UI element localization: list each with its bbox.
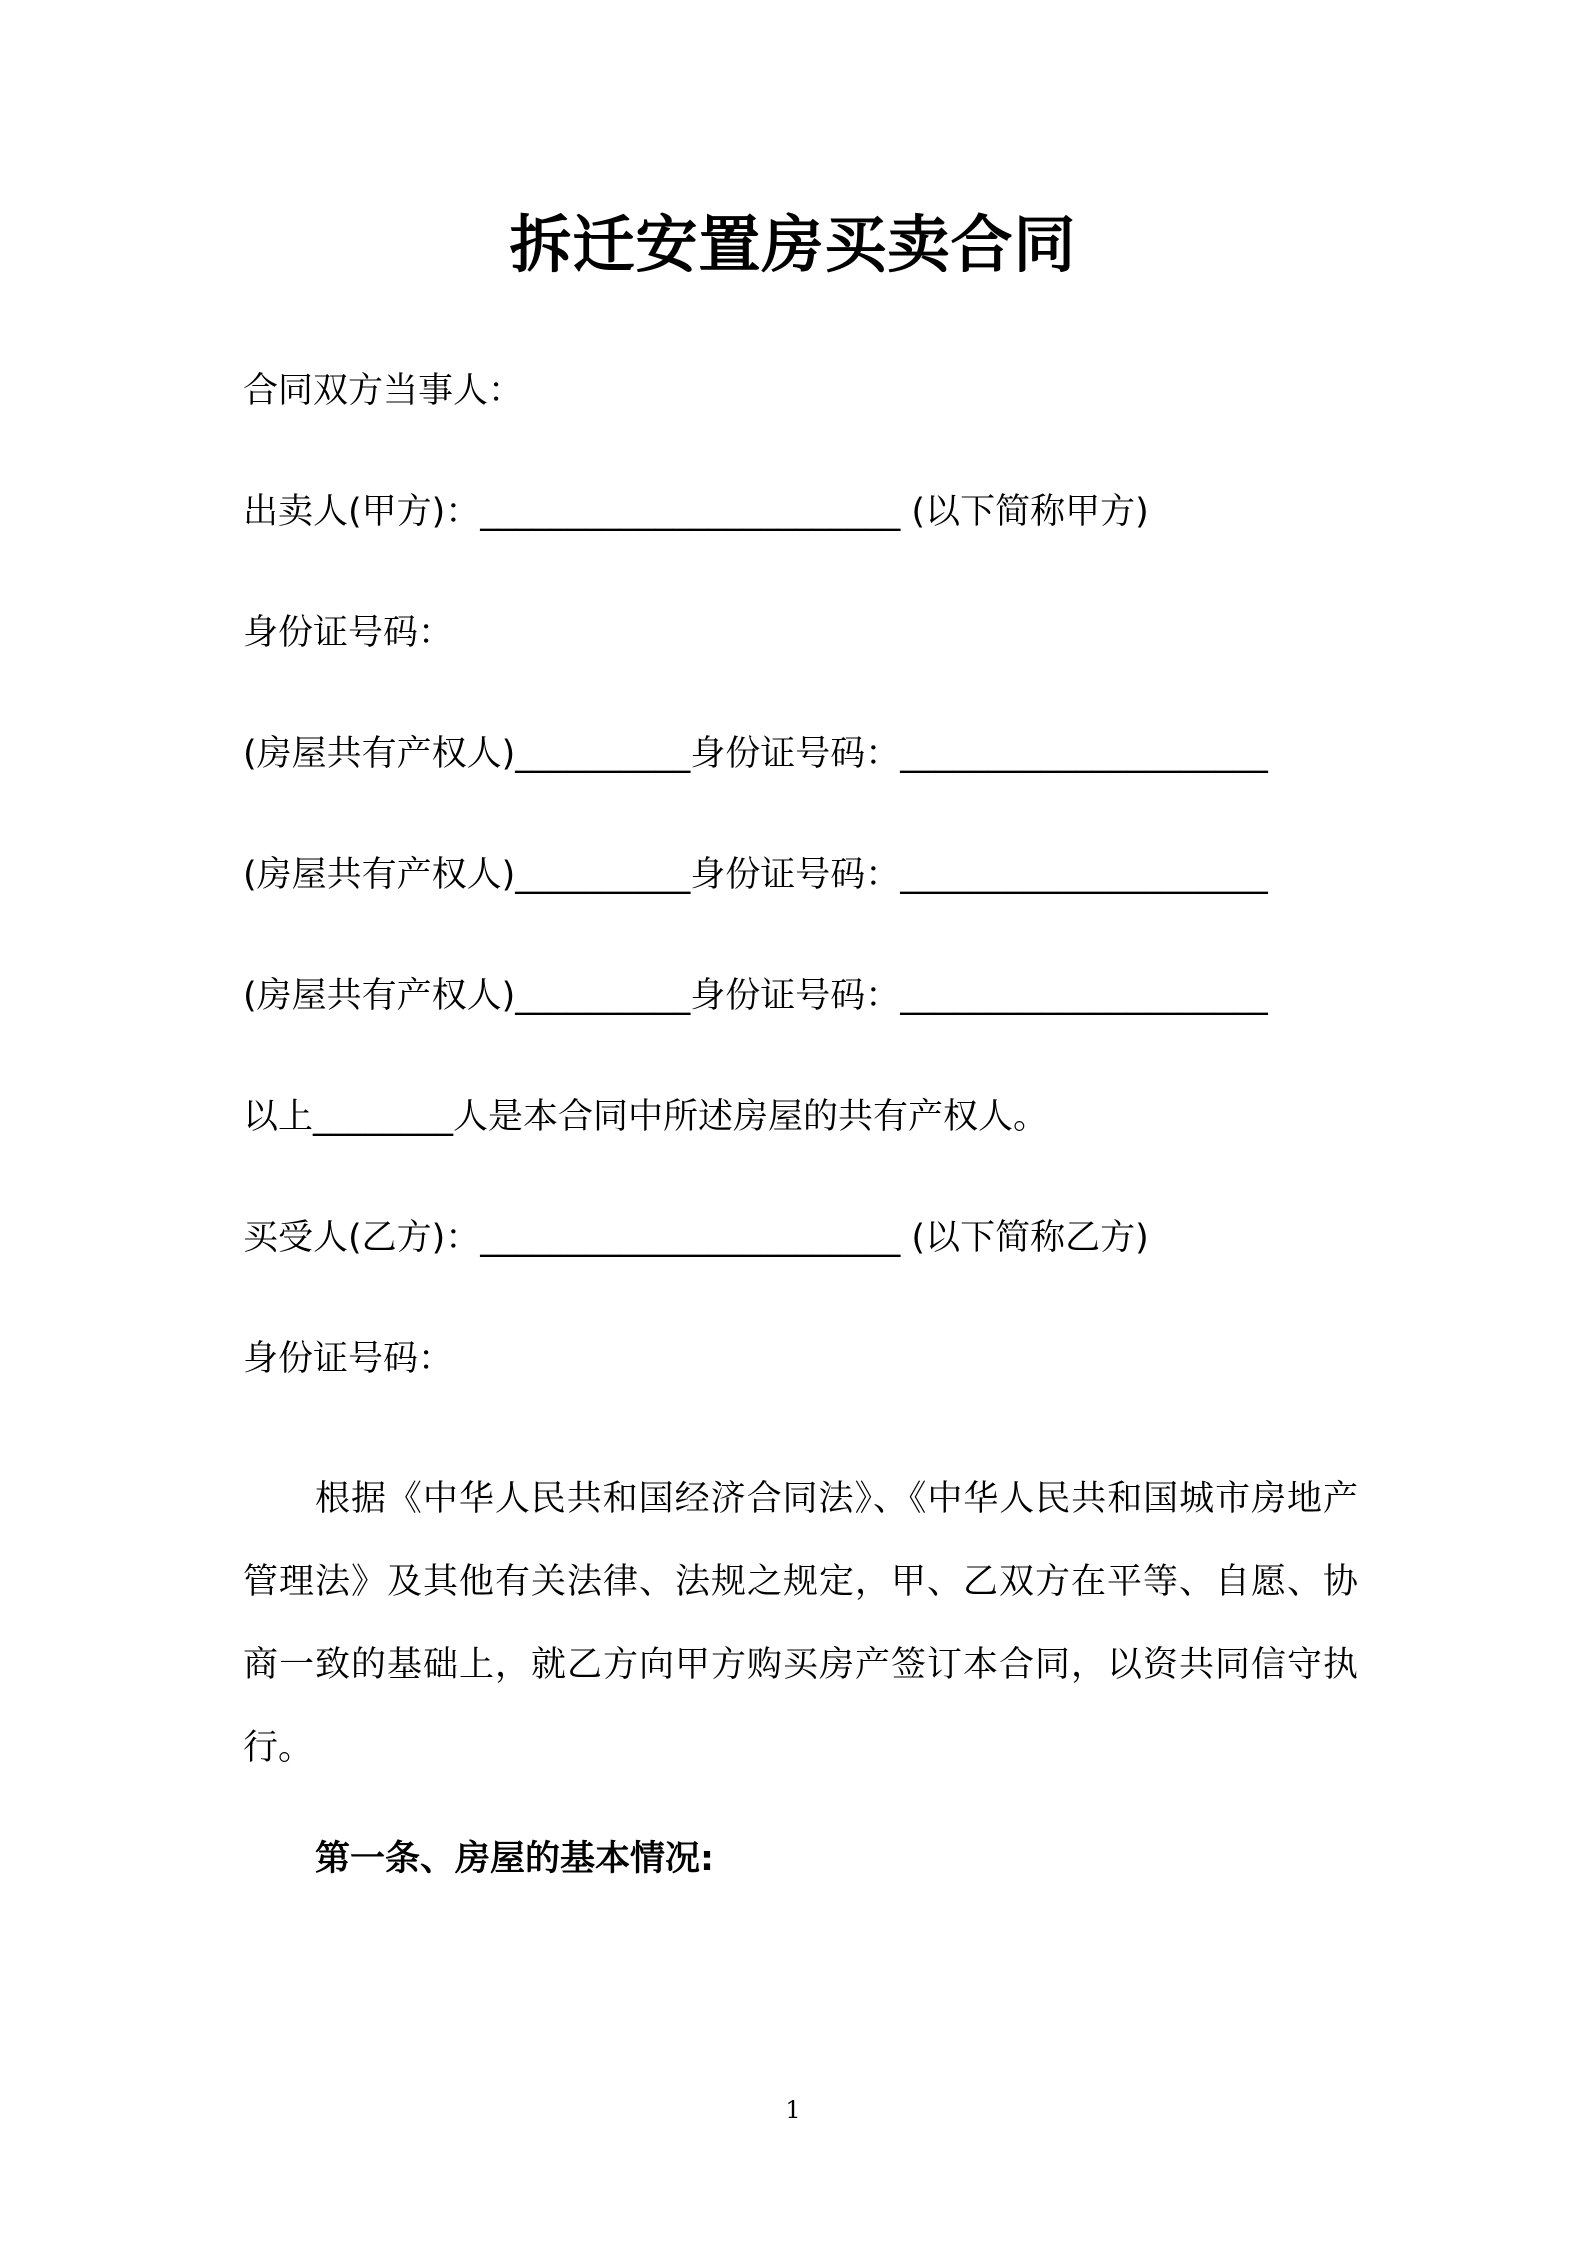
co-owner-line-1: (房屋共有产权人)__________身份证号码：_____________________ xyxy=(243,734,1268,774)
preamble-paragraph: 根据《中华人民共和国经济合同法》、《中华人民共和国城市房地产管理法》及其他有关法律、法规之规定，甲、乙双方在平等、自愿、协商一致的基础上，就乙方向甲方购买房产签订本合同，以资共同信守执行。 xyxy=(243,1479,1358,1768)
section-heading: 第一条、房屋的基本情况: xyxy=(315,1839,714,1879)
seller-id-line: 身份证号码： xyxy=(243,613,454,653)
co-owner-count-line: 以上________人是本合同中所述房屋的共有产权人。 xyxy=(243,1097,1049,1137)
page-number: 1 xyxy=(785,2096,801,2124)
buyer-id-line: 身份证号码： xyxy=(243,1339,454,1379)
seller-line: 出卖人(甲方)：________________________ (以下简称甲方) xyxy=(243,492,1149,532)
co-owner-line-3: (房屋共有产权人)__________身份证号码：_____________________ xyxy=(243,976,1268,1016)
co-owner-line-2: (房屋共有产权人)__________身份证号码：_____________________ xyxy=(243,855,1268,895)
document-title: 拆迁安置房买卖合同 xyxy=(509,208,1077,281)
parties-label: 合同双方当事人： xyxy=(243,371,524,411)
buyer-line: 买受人(乙方)：________________________ (以下简称乙方) xyxy=(243,1218,1149,1258)
